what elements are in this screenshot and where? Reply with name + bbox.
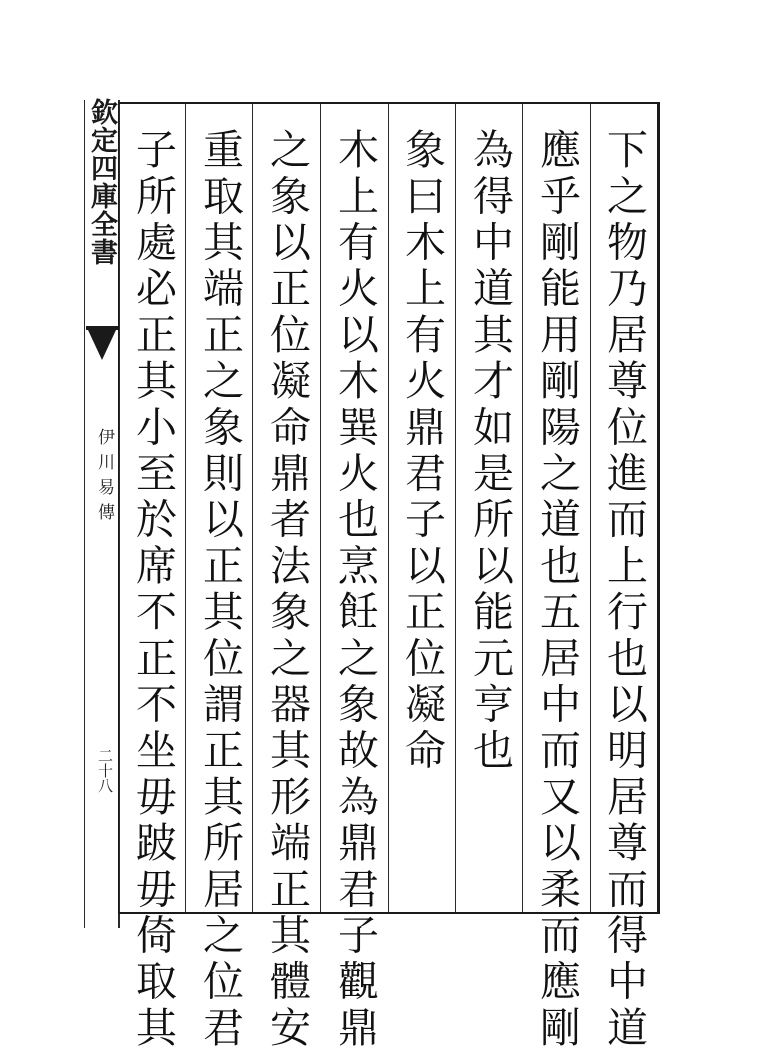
text-column-6: 之象以正位凝命鼎者法象之器其形端正其體安 — [263, 128, 311, 1052]
text-column-5: 木上有火以木巽火也烹飪之象故為鼎君子觀鼎 — [331, 128, 379, 1052]
column-divider — [185, 104, 186, 912]
margin-border-left — [84, 100, 85, 928]
collection-title: 欽定四庫全書 — [86, 98, 117, 266]
text-column-4: 象曰木上有火鼎君子以正位凝命 — [398, 128, 446, 775]
text-column-2: 應乎剛能用剛陽之道也五居中而又以柔而應剛 — [533, 128, 581, 1052]
column-divider — [252, 104, 253, 912]
book-title: 伊川易傳 — [94, 428, 114, 528]
text-column-8: 子所處必正其小至於席不正不坐毋跛毋倚取其 — [129, 128, 177, 1052]
page-number: 二十八 — [96, 748, 114, 793]
text-column-7: 重取其端正之象則以正其位謂正其所居之位君 — [196, 128, 244, 1052]
column-divider — [522, 104, 523, 912]
column-divider — [590, 104, 591, 912]
text-column-3: 為得中道其才如是所以能元亨也 — [466, 128, 514, 775]
text-column-1: 下之物乃居尊位進而上行也以明居尊而得中道 — [600, 128, 648, 1052]
column-divider — [388, 104, 389, 912]
fish-tail-mark — [88, 330, 116, 360]
column-divider — [455, 104, 456, 912]
column-divider — [320, 104, 321, 912]
